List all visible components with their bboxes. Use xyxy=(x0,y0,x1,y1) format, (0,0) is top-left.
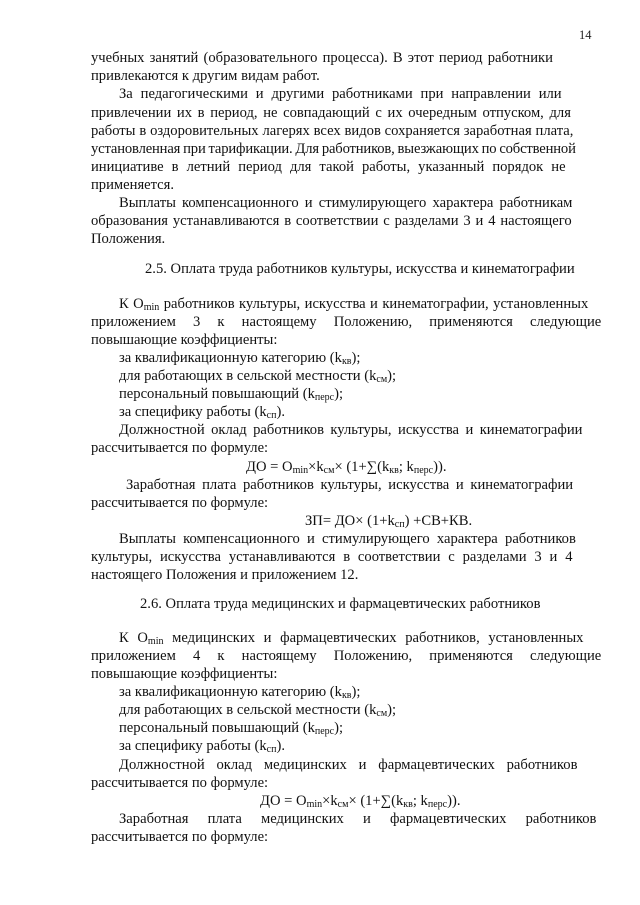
text-line: привлечении их в период, не совпадающий с их очередным отпуском, для xyxy=(91,105,571,121)
coef-item-kpers: персональный повышающий $(k_{перс})$; xyxy=(119,386,344,403)
text-line: рассчитывается по формуле: xyxy=(91,440,269,456)
text-line: приложением 3 к настоящему Положению, применяются следующие xyxy=(91,314,602,330)
coef-item-ksp: за специфику работы $(k_{сп})$. xyxy=(119,404,285,421)
text-line: рассчитывается по формуле: xyxy=(91,495,269,511)
coef-item-kpers-med: персональный повышающий $(k_{перс})$; xyxy=(119,720,344,737)
text-line: Должностной оклад работников культуры, искусства и кинематографии xyxy=(119,422,583,438)
formula-zp: $ЗП= ДО\times (1+k_{сп}) +СВ+КВ$. xyxy=(305,513,473,530)
coef-item-ksm: для работающих в сельской местности $(k_{см})$; xyxy=(119,368,397,385)
formula-do-medical: ДО = $О_{min}\times k_{см}\times (1+\sum(k_{кв}$; $k_{перс}$)). xyxy=(260,793,461,810)
coef-item-kv: за квалификационную категорию $(k_{кв})$; xyxy=(119,350,361,367)
text-line: Положения. xyxy=(91,231,166,247)
section-heading-2-5: 2.5. Оплата труда работников культуры, искусства и кинематографии xyxy=(145,261,575,277)
text-line: К $О_{min}$ медицинских и фармацевтических работников, установленных xyxy=(119,630,584,647)
text-line: рассчитывается по формуле: xyxy=(91,829,269,845)
text-line: учебных занятий (образовательного процесса). В этот период работники xyxy=(91,50,553,66)
coef-item-kv-med: за квалификационную категорию $(k_{кв})$; xyxy=(119,684,361,701)
text-line: приложением 4 к настоящему Положению, применяются следующие xyxy=(91,648,602,664)
text-line: За педагогическими и другими работниками при направлении или xyxy=(119,86,562,102)
text-line: настоящего Положения и приложением 12. xyxy=(91,567,359,583)
text-line: применяется. xyxy=(91,177,175,193)
text-line: Заработная плата медицинских и фармацевтических работников xyxy=(119,811,597,827)
text-line: Выплаты компенсационного и стимулирующего характера работников xyxy=(119,531,576,547)
text-line: образования устанавливаются в соответствии с разделами 3 и 4 настоящего xyxy=(91,213,572,229)
text-line: Заработная плата работников культуры, искусства и кинематографии xyxy=(126,477,574,493)
text-line: работы в оздоровительных лагерях всех видов сохраняется заработная плата, xyxy=(91,123,574,139)
text-line: инициативе в летний период для такой работы, указанный порядок не xyxy=(91,159,566,175)
text-line: повышающие коэффициенты: xyxy=(91,332,278,348)
text-line: Должностной оклад медицинских и фармацевтических работников xyxy=(119,757,578,773)
text-line: Выплаты компенсационного и стимулирующего характера работникам xyxy=(119,195,573,211)
text-line: установленная при тарификации. Для работников, выезжающих по собственной xyxy=(91,141,576,157)
coef-item-ksm-med: для работающих в сельской местности $(k_{см})$; xyxy=(119,702,397,719)
text-line: культуры, искусства устанавливаются в соответствии с разделами 3 и 4 xyxy=(91,549,573,565)
text-line: повышающие коэффициенты: xyxy=(91,666,278,682)
text-line: рассчитывается по формуле: xyxy=(91,775,269,791)
coef-item-ksp-med: за специфику работы $(k_{сп})$. xyxy=(119,738,285,755)
formula-do-culture: ДО = $О_{min}\times k_{см}\times (1+\sum(k_{кв}$; $k_{перс}$)). xyxy=(246,459,447,476)
text-line: К $О_{min}$ работников культуры, искусства и кинематографии, установленных xyxy=(119,296,589,313)
page-number: 14 xyxy=(579,28,592,42)
text-line: привлекаются к другим видам работ. xyxy=(91,68,320,84)
section-heading-2-6: 2.6. Оплата труда медицинских и фармацевтических работников xyxy=(140,596,541,612)
